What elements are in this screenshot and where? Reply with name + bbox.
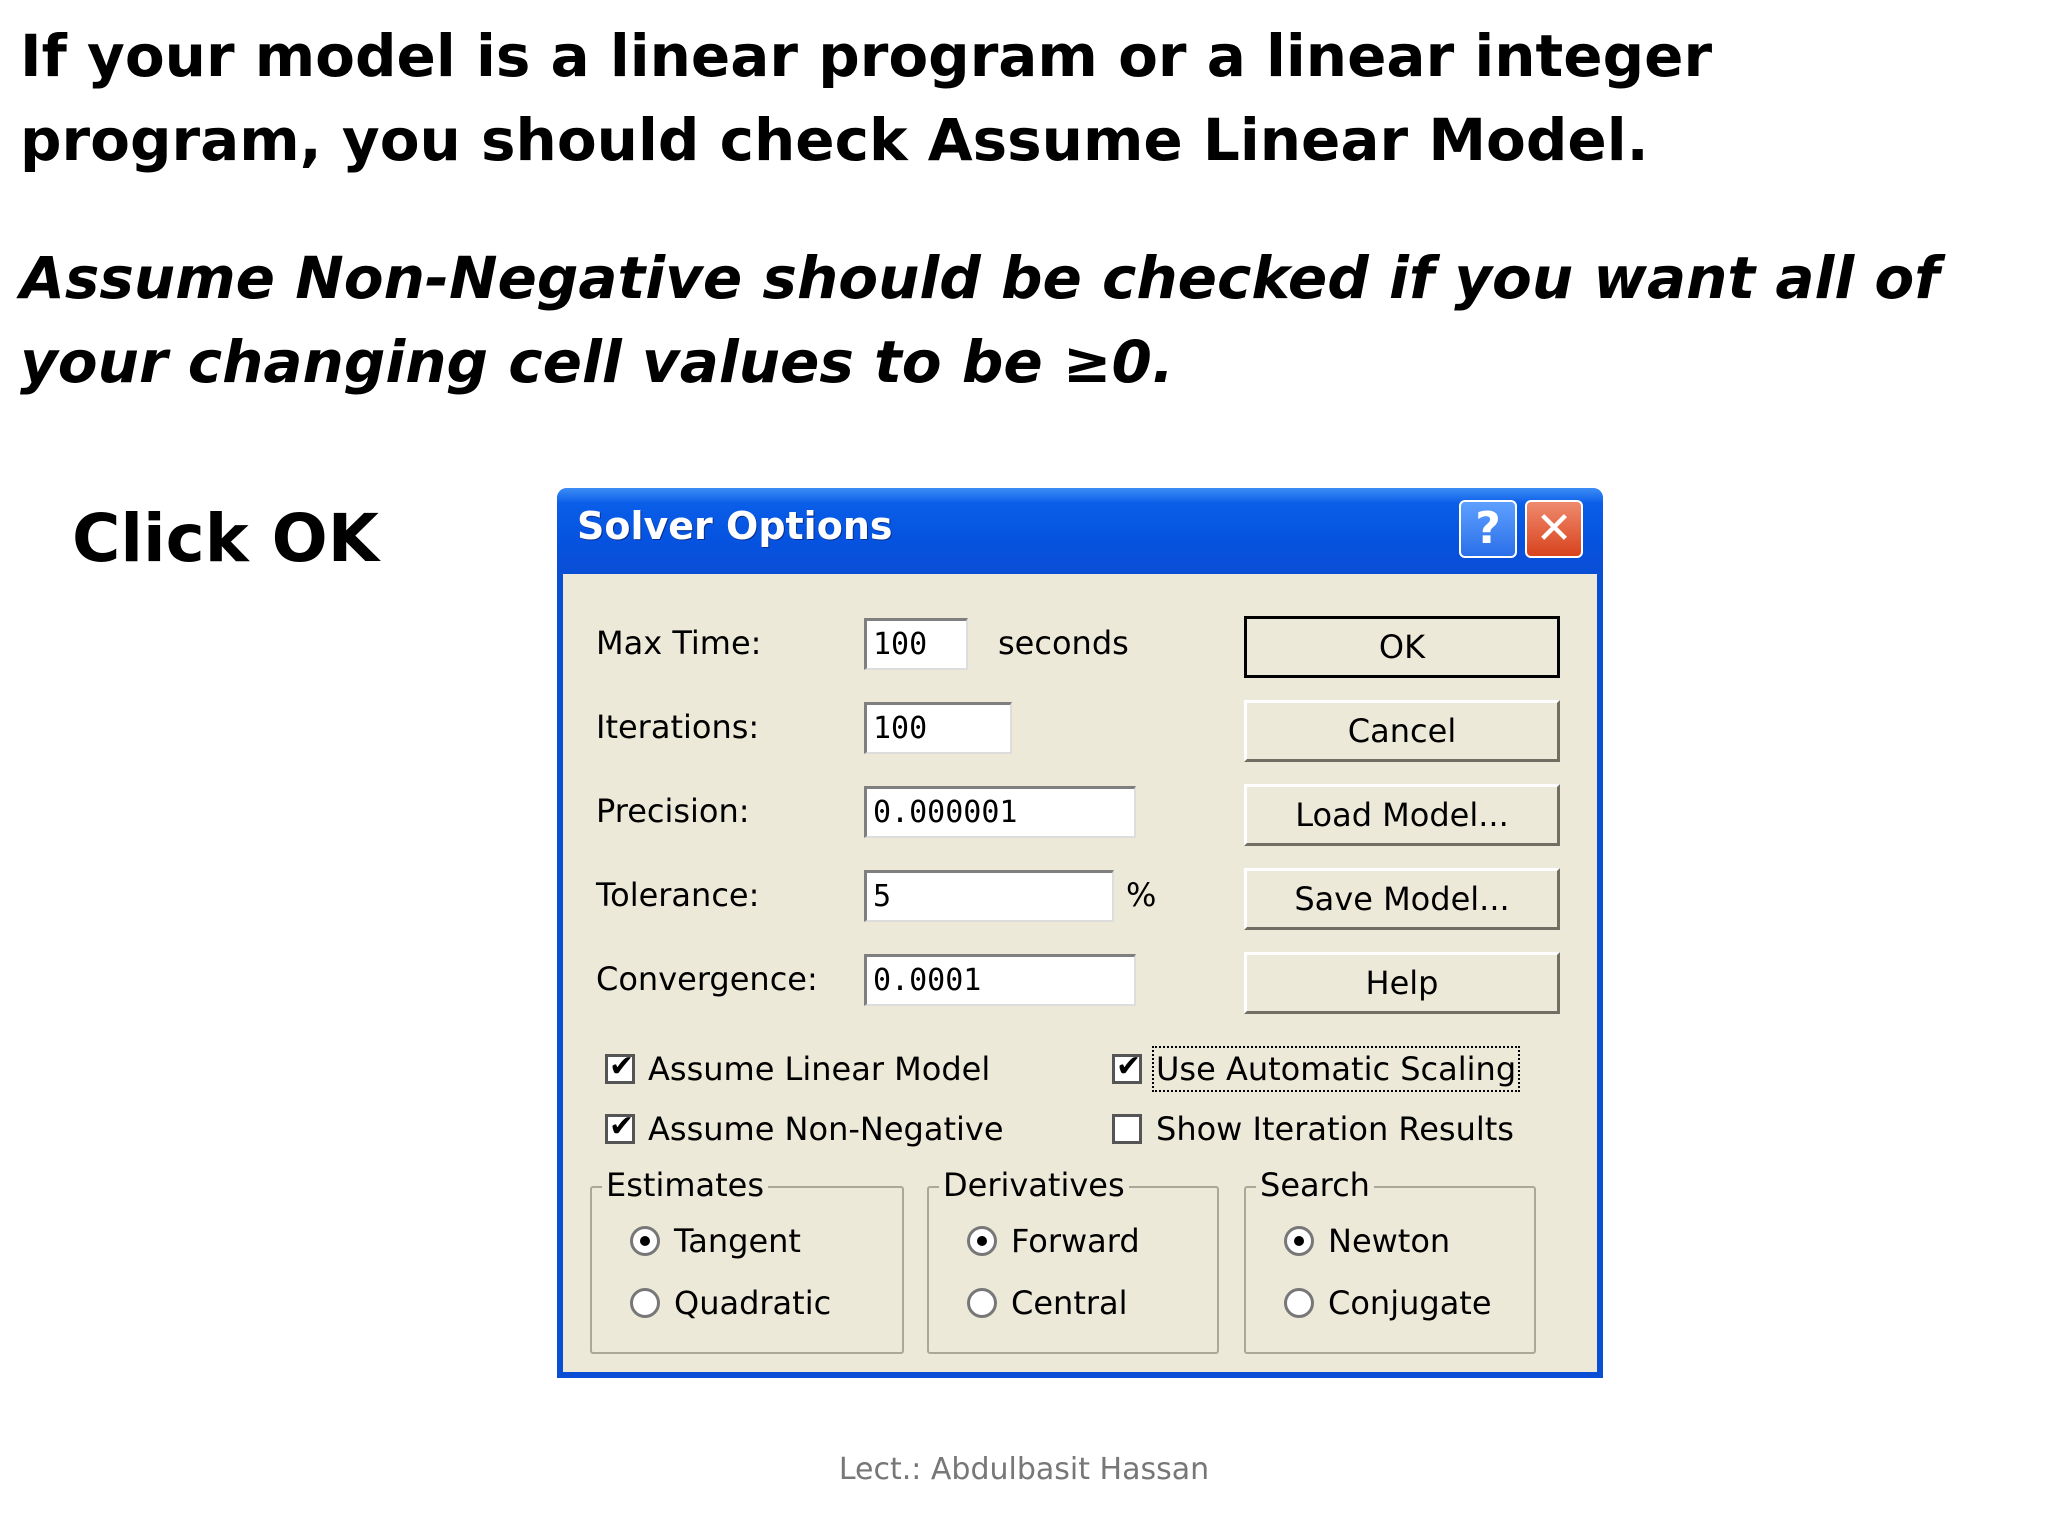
ok-button[interactable]: OK [1244,616,1560,678]
close-icon[interactable]: ✕ [1525,500,1583,558]
forward-label[interactable]: Forward [1011,1222,1140,1260]
assume-non-negative-label[interactable]: Assume Non-Negative [648,1110,1004,1148]
conjugate-label[interactable]: Conjugate [1328,1284,1492,1322]
quadratic-radio[interactable] [630,1288,660,1318]
help-button[interactable]: Help [1244,952,1560,1014]
tangent-radio[interactable] [630,1226,660,1256]
derivatives-group-title: Derivatives [939,1166,1129,1204]
instruction-paragraph-nonnegative: Assume Non-Negative should be checked if you want all of your changing cell values to be ≥0. [20,244,1940,396]
tolerance-label: Tolerance: [596,876,760,914]
newton-label[interactable]: Newton [1328,1222,1451,1260]
convergence-label: Convergence: [596,960,818,998]
conjugate-radio[interactable] [1284,1288,1314,1318]
dialog-title: Solver Options [577,504,893,548]
save-model-button[interactable]: Save Model... [1244,868,1560,930]
cancel-button[interactable]: Cancel [1244,700,1560,762]
estimates-group-title: Estimates [602,1166,768,1204]
show-iteration-results-checkbox[interactable] [1112,1114,1142,1144]
tolerance-unit: % [1126,876,1157,914]
newton-radio[interactable] [1284,1226,1314,1256]
iterations-input[interactable] [864,702,1012,754]
tolerance-input[interactable] [864,870,1114,922]
max-time-input[interactable] [864,618,968,670]
solver-options-dialog [557,488,1603,1378]
assume-non-negative-checkbox[interactable] [605,1114,635,1144]
max-time-unit: seconds [998,624,1129,662]
dialog-titlebar[interactable] [557,488,1603,574]
precision-input[interactable] [864,786,1136,838]
assume-linear-model-label[interactable]: Assume Linear Model [648,1050,991,1088]
assume-linear-model-checkbox[interactable] [605,1054,635,1084]
help-icon[interactable]: ? [1459,500,1517,558]
search-group [1244,1166,1536,1354]
load-model-button[interactable]: Load Model... [1244,784,1560,846]
convergence-input[interactable] [864,954,1136,1006]
estimates-group [590,1166,904,1354]
click-ok-instruction: Click OK [72,500,379,577]
precision-label: Precision: [596,792,750,830]
tangent-label[interactable]: Tangent [674,1222,801,1260]
forward-radio[interactable] [967,1226,997,1256]
use-automatic-scaling-checkbox[interactable] [1112,1054,1142,1084]
quadratic-label[interactable]: Quadratic [674,1284,832,1322]
use-automatic-scaling-label[interactable]: Use Automatic Scaling [1156,1050,1517,1088]
central-label[interactable]: Central [1011,1284,1128,1322]
instruction-paragraph-linear: If your model is a linear program or a linear integer program, you should check Assume Linear Model. [20,22,1713,174]
show-iteration-results-label[interactable]: Show Iteration Results [1156,1110,1514,1148]
derivatives-group [927,1166,1219,1354]
max-time-label: Max Time: [596,624,762,662]
iterations-label: Iterations: [596,708,760,746]
search-group-title: Search [1256,1166,1374,1204]
lecturer-footer: Lect.: Abdulbasit Hassan [838,1452,1210,1487]
central-radio[interactable] [967,1288,997,1318]
